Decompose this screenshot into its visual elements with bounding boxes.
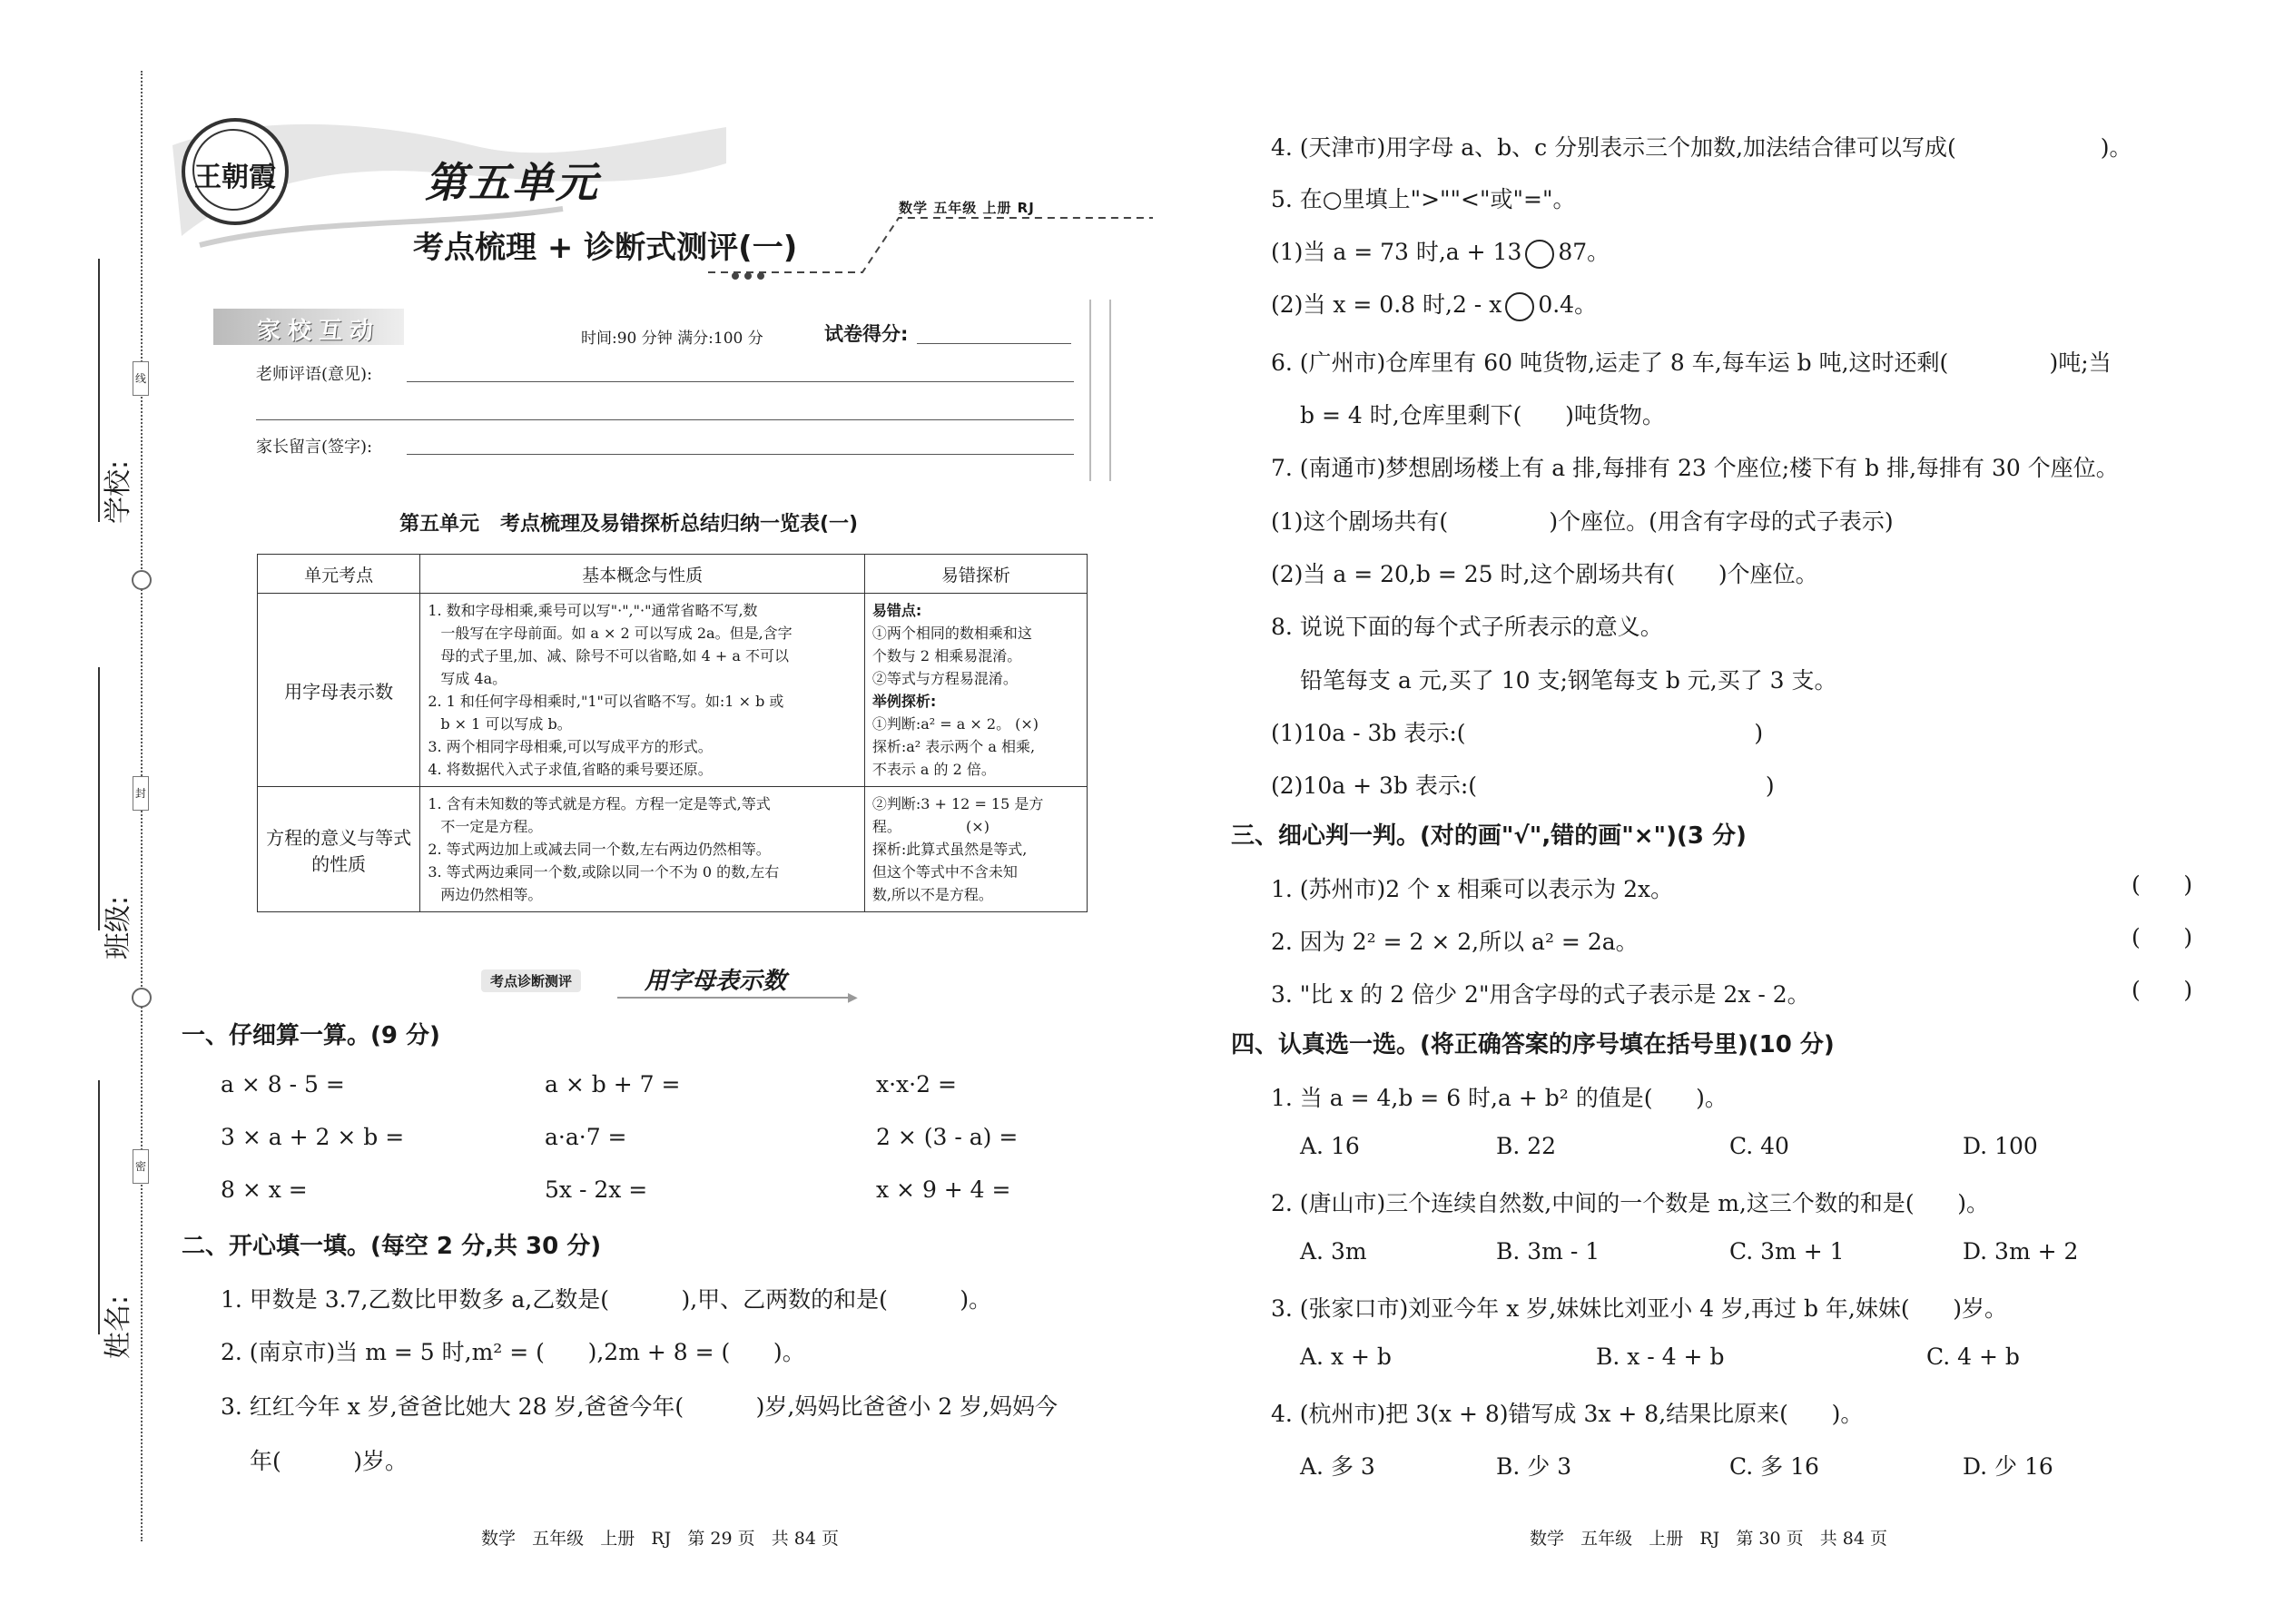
choice-q1-option-c[interactable]: C. 40 <box>1729 1133 1789 1159</box>
choice-q2-option-a[interactable]: A. 3m <box>1300 1238 1367 1265</box>
choice-q4-option-b[interactable]: B. 少 3 <box>1496 1453 1572 1480</box>
fill-q5-1: (1)当 a = 73 时,a + 13 87。 <box>1271 234 1610 269</box>
fill-q8-context: 铅笔每支 a 元,买了 10 支;钢笔每支 b 元,买了 3 支。 <box>1300 667 1837 694</box>
unit-title: 第五单元 <box>425 158 599 207</box>
fill-q1: 1. 甲数是 3.7,乙数比甲数多 a,乙数是( ),甲、乙两数的和是( )。 <box>221 1286 992 1313</box>
compare-circle-2[interactable] <box>1505 292 1534 321</box>
section1-title: 一、仔细算一算。(9 分) <box>182 1022 440 1049</box>
calc-item-8: 5x - 2x = <box>545 1176 648 1203</box>
score-blank[interactable] <box>917 343 1071 344</box>
calc-item-6: 2 × (3 - a) = <box>876 1124 1019 1150</box>
footer-left: 数学 五年级 上册 RJ 第 29 页 共 84 页 <box>481 1529 840 1549</box>
judge-bracket-1[interactable]: ( ) <box>2132 871 2193 898</box>
section3-title: 三、细心判一判。(对的画"√",错的画"×")(3 分) <box>1231 822 1747 850</box>
section4-title: 四、认真选一选。(将正确答案的序号填在括号里)(10 分) <box>1231 1031 1835 1058</box>
header-dashed-path <box>708 209 1162 281</box>
parent-comment-line[interactable] <box>407 454 1074 455</box>
calc-item-4: 3 × a + 2 × b = <box>221 1124 405 1150</box>
summary-topic-2: 方程的意义与等式的性质 <box>258 787 420 912</box>
choice-q4-option-d[interactable]: D. 少 16 <box>1963 1453 2053 1480</box>
class-label: 班级: <box>103 895 135 960</box>
time-info: 时间:90 分钟 满分:100 分 <box>581 330 763 348</box>
choice-q1: 1. 当 a = 4,b = 6 时,a + b² 的值是( )。 <box>1271 1085 1728 1111</box>
summary-topic-1: 用字母表示数 <box>258 594 420 787</box>
fill-q8-2: (2)10a + 3b 表示:( ) <box>1271 773 1775 799</box>
series-tag: 数学 五年级 上册 RJ <box>899 200 1035 216</box>
choice-q2: 2. (唐山市)三个连续自然数,中间的一个数是 m,这三个数的和是( )。 <box>1271 1190 1990 1216</box>
summary-errors-2: ②判断:3 + 12 = 15 是方 程。 (×) 探析:此算式虽然是等式, 但这个等式中不含未知 数,所以不是方程。 <box>864 787 1087 912</box>
home-school-banner: 家校互动 <box>213 309 404 345</box>
teacher-comment-line-2[interactable] <box>256 419 1074 420</box>
fill-q8: 8. 说说下面的每个式子所表示的意义。 <box>1271 614 1663 640</box>
fill-q8-1: (1)10a - 3b 表示:( ) <box>1271 720 1764 746</box>
choice-q3-option-a[interactable]: A. x + b <box>1300 1343 1392 1370</box>
judge-item-1: 1. (苏州市)2 个 x 相乘可以表示为 2x。 <box>1271 876 1674 902</box>
parent-comment-label: 家长留言(签字): <box>256 438 373 457</box>
summary-header-topic: 单元考点 <box>258 555 420 594</box>
school-label: 学校: <box>103 459 135 525</box>
calc-item-1: a × 8 - 5 = <box>221 1071 345 1097</box>
choice-q1-option-b[interactable]: B. 22 <box>1496 1133 1557 1159</box>
judge-bracket-2[interactable]: ( ) <box>2132 924 2193 950</box>
brand-logo: 王朝霞 <box>182 118 289 225</box>
summary-errors-1: 易错点: ①两个相同的数相乘和这 个数与 2 相乘易混淆。 ②等式与方程易混淆。 举例探析: ①判断:a² = a × 2。 (×) 探析:a² 表示两个 a 相乘, 不表示 a 的 2 倍。 <box>864 594 1087 787</box>
diagnosis-tag: 考点诊断测评 <box>481 969 581 992</box>
fill-q7-2: (2)当 a = 20,b = 25 时,这个剧场共有( )个座位。 <box>1271 561 1818 587</box>
header-right-rule <box>1089 300 1111 481</box>
calc-item-7: 8 × x = <box>221 1176 308 1203</box>
fill-q7: 7. (南通市)梦想剧场楼上有 a 排,每排有 23 个座位;楼下有 b 排,每排有 30 个座位。 <box>1271 455 2119 481</box>
test-subtitle: 考点梳理 + 诊断式测评(一) <box>413 230 798 266</box>
summary-title: 第五单元 考点梳理及易错探析总结归纳一览表(一) <box>399 513 859 536</box>
fill-q5-2: (2)当 x = 0.8 时,2 - x 0.4。 <box>1271 287 1597 321</box>
calc-item-3: x·x·2 = <box>876 1071 957 1097</box>
choice-q3: 3. (张家口市)刘亚今年 x 岁,妹妹比刘亚小 4 岁,再过 b 年,妹妹( )岁。 <box>1271 1295 2008 1322</box>
fill-q5: 5. 在○里填上">""<"或"="。 <box>1271 186 1576 212</box>
choice-q1-option-d[interactable]: D. 100 <box>1963 1133 2038 1159</box>
choice-q4-option-a[interactable]: A. 多 3 <box>1300 1453 1375 1480</box>
judge-item-2: 2. 因为 2² = 2 × 2,所以 a² = 2a。 <box>1271 929 1639 955</box>
diagnosis-title: 用字母表示数 <box>645 968 787 995</box>
choice-q3-option-c[interactable]: C. 4 + b <box>1926 1343 2020 1370</box>
judge-item-3: 3. "比 x 的 2 倍少 2"用含字母的式子表示是 2x - 2。 <box>1271 981 1810 1008</box>
fill-q3-line2: 年( )岁。 <box>250 1448 408 1474</box>
fill-q3-line1: 3. 红红今年 x 岁,爸爸比她大 28 岁,爸爸今年( )岁,妈妈比爸爸小 2 岁,妈妈今 <box>221 1393 1058 1420</box>
choice-q4: 4. (杭州市)把 3(x + 8)错写成 3x + 8,结果比原来( )。 <box>1271 1401 1864 1427</box>
compare-circle-1[interactable] <box>1525 240 1554 269</box>
choice-q3-option-b[interactable]: B. x - 4 + b <box>1596 1343 1725 1370</box>
score-label: 试卷得分: <box>824 323 909 345</box>
binding-hole-1 <box>132 570 152 590</box>
calc-item-9: x × 9 + 4 = <box>876 1176 1011 1203</box>
footer-right: 数学 五年级 上册 RJ 第 30 页 共 84 页 <box>1530 1529 1888 1549</box>
fill-q7-1: (1)这个剧场共有( )个座位。(用含有字母的式子表示) <box>1271 508 1894 535</box>
choice-q2-option-c[interactable]: C. 3m + 1 <box>1729 1238 1845 1265</box>
choice-q1-option-a[interactable]: A. 16 <box>1300 1133 1360 1159</box>
summary-header-errors: 易错探析 <box>864 555 1087 594</box>
class-blank[interactable] <box>71 667 100 930</box>
fill-q6-line2: b = 4 时,仓库里剩下( )吨货物。 <box>1300 402 1665 428</box>
binding-hole-2 <box>132 988 152 1008</box>
fill-q4: 4. (天津市)用字母 a、b、c 分别表示三个加数,加法结合律可以写成( )。 <box>1271 134 2132 161</box>
summary-table <box>257 554 1088 912</box>
fill-q2: 2. (南京市)当 m = 5 时,m² = ( ),2m + 8 = ( )。 <box>221 1339 805 1365</box>
binding-mark-mi: 密 <box>133 1149 149 1184</box>
diagnosis-heading: 考点诊断测评 用字母表示数 ▶ <box>481 962 862 1000</box>
summary-concepts-2: 1. 含有未知数的等式就是方程。方程一定是等式,等式 不一定是方程。 2. 等式两边加上或减去同一个数,左右两边仍然相等。 3. 等式两边乘同一个数,或除以同一个不为 0 的数,左右 两边仍然相等。 <box>420 787 865 912</box>
summary-header-concepts: 基本概念与性质 <box>420 555 865 594</box>
calc-item-5: a·a·7 = <box>545 1124 627 1150</box>
teacher-comment-label: 老师评语(意见): <box>256 365 373 384</box>
judge-bracket-3[interactable]: ( ) <box>2132 977 2193 1003</box>
section2-title: 二、开心填一填。(每空 2 分,共 30 分) <box>182 1233 602 1260</box>
name-label: 姓名: <box>103 1294 135 1360</box>
binding-mark-feng: 封 <box>133 776 149 811</box>
fill-q6-line1: 6. (广州市)仓库里有 60 吨货物,运走了 8 车,每车运 b 吨,这时还剩( )吨;当 <box>1271 349 2112 376</box>
choice-q2-option-b[interactable]: B. 3m - 1 <box>1496 1238 1600 1265</box>
choice-q4-option-c[interactable]: C. 多 16 <box>1729 1453 1819 1480</box>
choice-q2-option-d[interactable]: D. 3m + 2 <box>1963 1238 2079 1265</box>
summary-concepts-1: 1. 数和字母相乘,乘号可以写"·","·"通常省略不写,数 一般写在字母前面。如 a × 2 可以写成 2a。但是,含字 母的式子里,加、减、除号不可以省略,如 4 + a 不可以 写成 4a。 2. 1 和任何字母相乘时,"1"可以省略不写。如:1 × b 或 b × 1 可以写成 b。 3. 两个相同字母相乘,可以写成平方的形式。 4. 将数据代入式子求值,省略的乘号要还原。 <box>420 594 865 787</box>
binding-mark-xian: 线 <box>133 361 149 396</box>
calc-item-2: a × b + 7 = <box>545 1071 681 1097</box>
teacher-comment-line-1[interactable] <box>407 381 1074 382</box>
